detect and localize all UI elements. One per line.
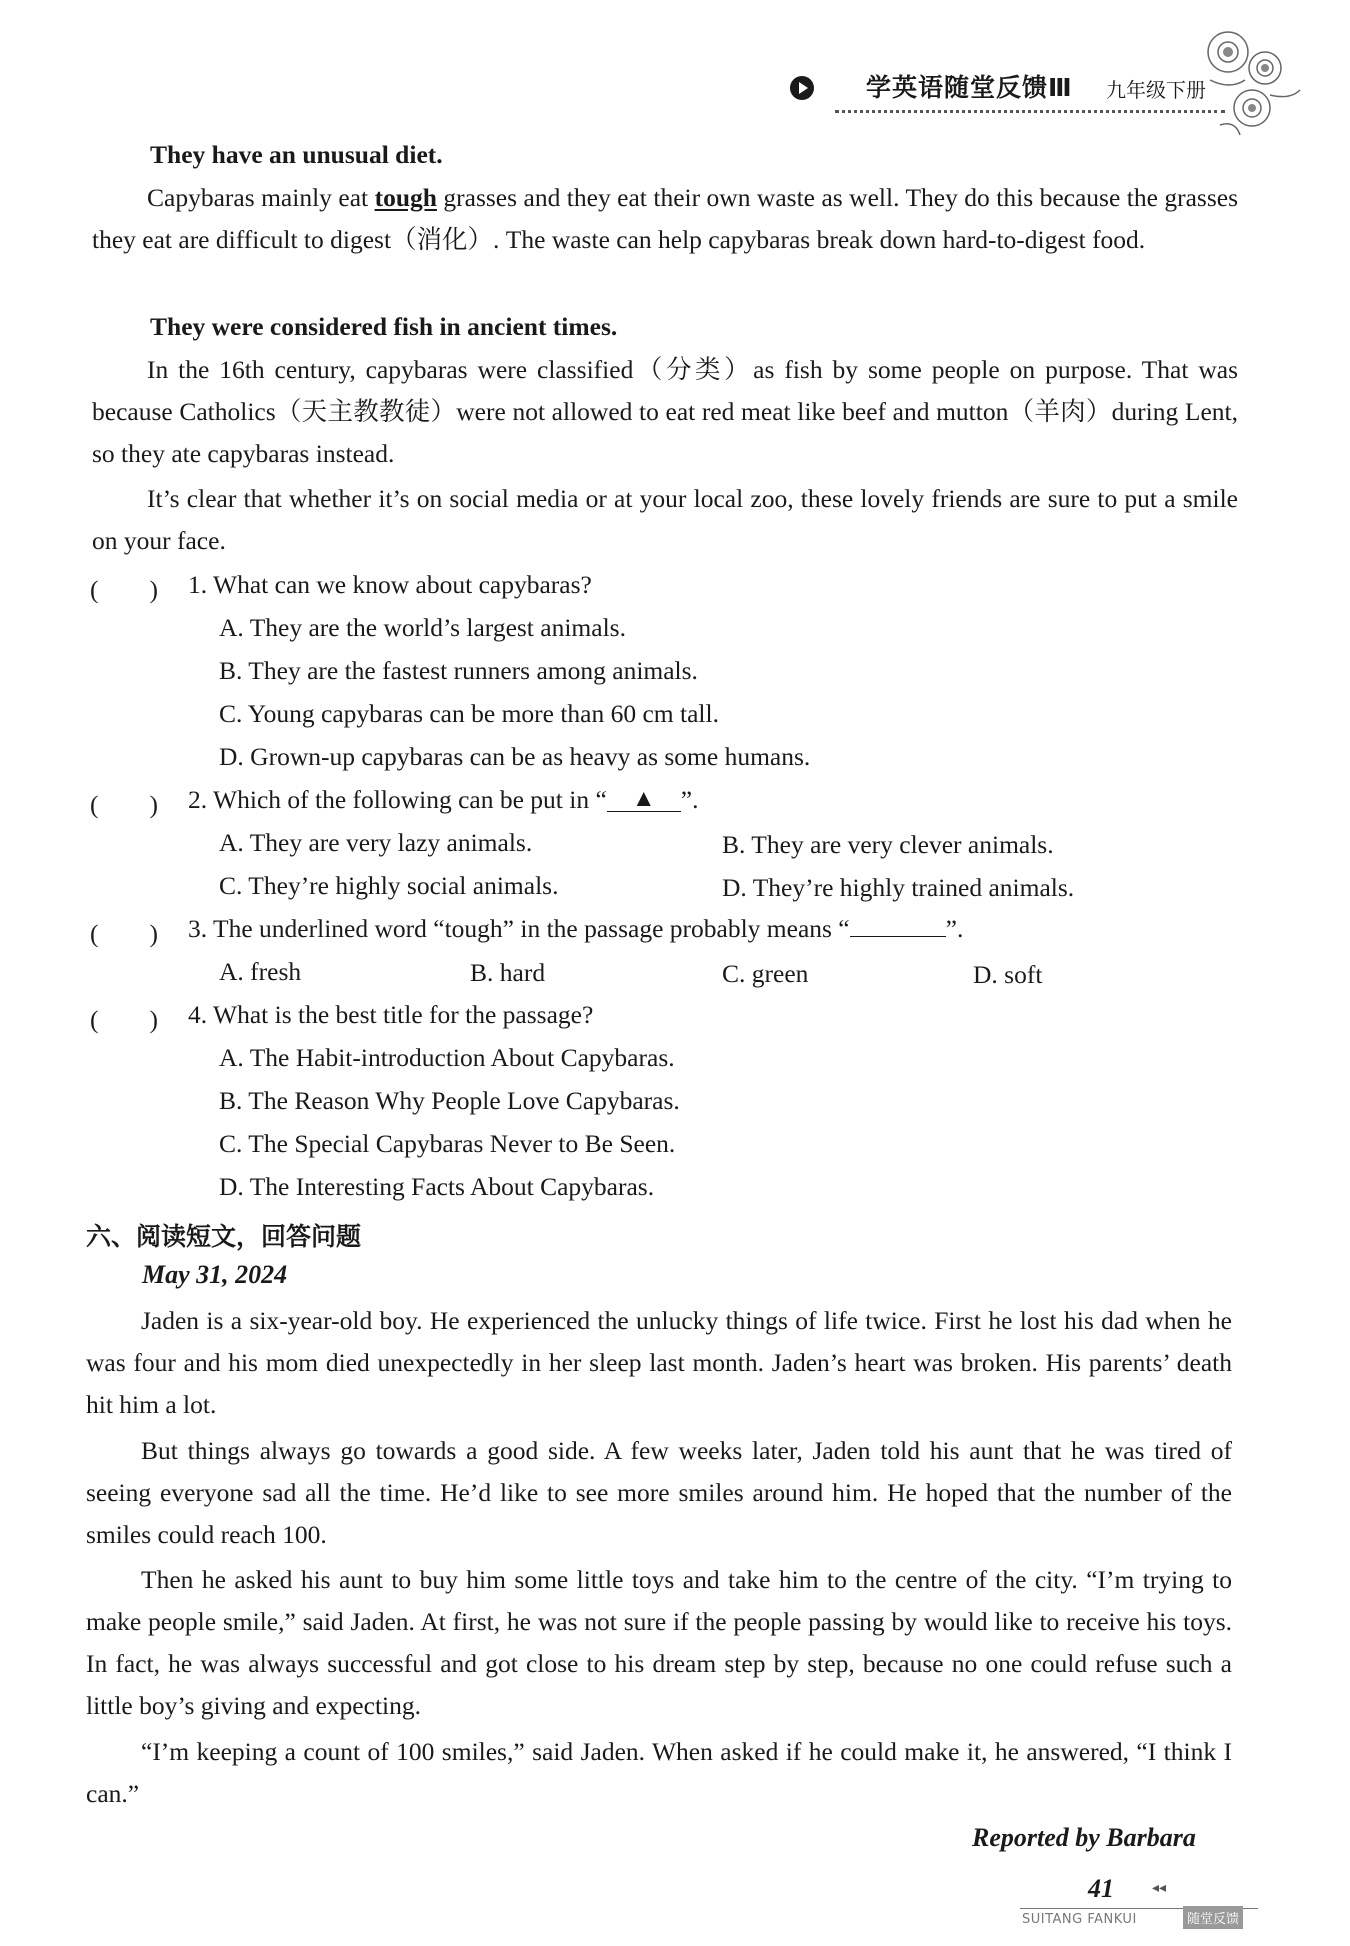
- q2-option-b[interactable]: B. They are very clever animals.: [722, 830, 1054, 859]
- q2-option-c[interactable]: C. They’re highly social animals.: [219, 871, 559, 900]
- heading-fish: They were considered fish in ancient times.: [150, 312, 618, 341]
- q4-option-c[interactable]: C. The Special Capybaras Never to Be Seen.: [219, 1129, 676, 1158]
- answer-paren-2[interactable]: ( ): [90, 790, 158, 819]
- book-title: 学英语随堂反馈Ⅲ: [866, 73, 1073, 102]
- q2-option-a[interactable]: A. They are very lazy animals.: [219, 828, 533, 857]
- article-paragraph-1: Jaden is a six-year-old boy. He experienced the unlucky things of life twice. First he lost his dad when he was four and his mom died unexpectedly in her sleep last month. Jaden’s heart was broken. His parents’ death hit him a lot.: [86, 1306, 1232, 1419]
- q3-option-d[interactable]: D. soft: [973, 960, 1043, 989]
- paragraph-fish: In the 16th century, capybaras were classified（分类）as fish by some people on purpose. That was because Catholics（天主教教徒）were not allowed to eat red meat like beef and mutton（羊肉）during Lent, so they ate capybaras instead.: [92, 355, 1238, 468]
- q4-option-a[interactable]: A. The Habit-introduction About Capybaras.: [219, 1043, 675, 1072]
- underlined-word: tough: [374, 183, 437, 212]
- q3-option-c[interactable]: C. green: [722, 959, 809, 988]
- answer-paren-3[interactable]: ( ): [90, 919, 158, 948]
- header-divider: [835, 110, 1225, 113]
- question-1-stem: 1. What can we know about capybaras?: [188, 570, 592, 599]
- q2-option-d[interactable]: D. They’re highly trained animals.: [722, 873, 1075, 902]
- triangle-blank: ▲: [607, 787, 681, 812]
- page-number: 41: [1088, 1874, 1114, 1903]
- reporter-byline: Reported by Barbara: [972, 1823, 1196, 1852]
- section-6-title: 六、阅读短文，回答问题: [86, 1222, 362, 1251]
- play-icon: [790, 76, 814, 100]
- book-subtitle: 九年级下册: [1106, 78, 1206, 102]
- q3-option-a[interactable]: A. fresh: [219, 957, 302, 986]
- paragraph-diet: Capybaras mainly eat tough grasses and they eat their own waste as well. They do this because the grasses they eat are difficult to digest（消化）. The waste can help capybaras break down hard-to-digest food.: [92, 183, 1239, 254]
- q4-option-b[interactable]: B. The Reason Why People Love Capybaras.: [219, 1086, 680, 1115]
- page-arrows-icon: ◂◂: [1152, 1880, 1167, 1896]
- article-paragraph-3: Then he asked his aunt to buy him some little toys and take him to the centre of the city. “I’m trying to make people smile,” said Jaden. At first, he was not sure if the people passing by would like to receive his toys. In fact, he was always successful and got close to his dream step by step, because no one could refuse such a little boy’s giving and expecting.: [86, 1565, 1232, 1720]
- answer-blank: [850, 916, 946, 937]
- question-2-stem: 2. Which of the following can be put in “ ▲ ”.: [188, 785, 699, 814]
- footer-label: SUITANG FANKUI: [1022, 1912, 1137, 1927]
- article-paragraph-2: But things always go towards a good side. A few weeks later, Jaden told his aunt that he was tired of seeing everyone sad all the time. He’d like to see more smiles around him. He hoped that the number of the smiles could reach 100.: [86, 1436, 1232, 1549]
- q4-option-d[interactable]: D. The Interesting Facts About Capybaras.: [219, 1172, 655, 1201]
- answer-paren-4[interactable]: ( ): [90, 1005, 158, 1034]
- sunflower-decoration-icon: [1200, 20, 1310, 140]
- footer-badge: 随堂反馈: [1183, 1906, 1243, 1929]
- q1-option-c[interactable]: C. Young capybaras can be more than 60 cm tall.: [219, 699, 719, 728]
- article-paragraph-4: “I’m keeping a count of 100 smiles,” said Jaden. When asked if he could make it, he answered, “I think I can.”: [86, 1737, 1232, 1808]
- q1-option-a[interactable]: A. They are the world’s largest animals.: [219, 613, 626, 642]
- question-3-stem: 3. The underlined word “tough” in the passage probably means “ ”.: [188, 914, 964, 943]
- answer-paren-1[interactable]: ( ): [90, 575, 158, 604]
- heading-diet: They have an unusual diet.: [150, 140, 443, 169]
- article-date: May 31, 2024: [142, 1260, 288, 1289]
- question-4-stem: 4. What is the best title for the passage?: [188, 1000, 594, 1029]
- paragraph-ending: It’s clear that whether it’s on social media or at your local zoo, these lovely friends are sure to put a smile on your face.: [92, 484, 1238, 555]
- q1-option-b[interactable]: B. They are the fastest runners among animals.: [219, 656, 698, 685]
- q1-option-d[interactable]: D. Grown-up capybaras can be as heavy as some humans.: [219, 742, 811, 771]
- q3-option-b[interactable]: B. hard: [470, 958, 546, 987]
